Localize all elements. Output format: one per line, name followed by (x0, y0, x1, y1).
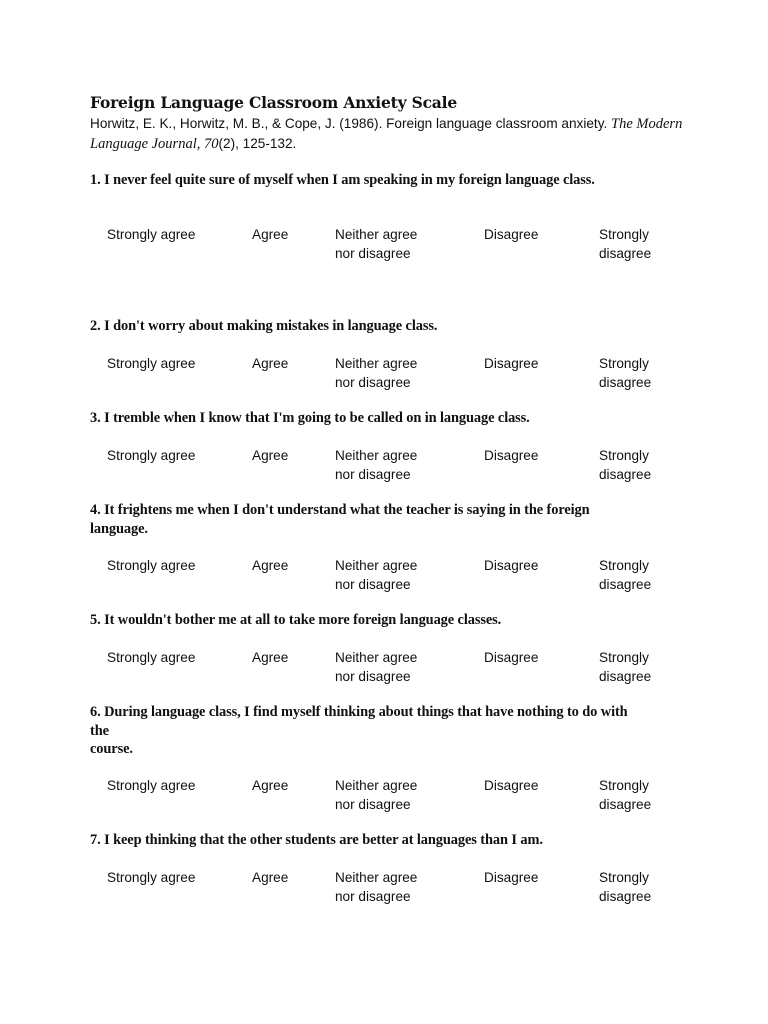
option-strongly-disagree: Strongly disagree (599, 448, 652, 482)
question-3-options (0, 447, 768, 489)
option-disagree: Disagree (484, 778, 539, 793)
option-neither: Neither agree nor disagree (335, 227, 418, 261)
question-6-options (0, 777, 768, 819)
option-disagree: Disagree (484, 356, 539, 371)
option-strongly-disagree: Strongly disagree (599, 227, 652, 261)
option-agree: Agree (252, 870, 289, 885)
question-4-options (0, 557, 768, 599)
option-neither: Neither agree nor disagree (335, 558, 418, 592)
option-disagree: Disagree (484, 870, 539, 885)
option-agree: Agree (252, 558, 289, 573)
question-7-options (0, 869, 768, 911)
option-agree: Agree (252, 356, 289, 371)
document-title: Foreign Language Classroom Anxiety Scale (90, 93, 458, 112)
question-4: 4. It frightens me when I don't understand what the teacher is saying in the foreign language. (90, 502, 590, 537)
option-agree: Agree (252, 650, 289, 665)
question-3: 3. I tremble when I know that I'm going to be called on in language class. (90, 410, 530, 426)
question-1-options (0, 226, 768, 268)
option-neither: Neither agree nor disagree (335, 650, 418, 684)
option-strongly-agree: Strongly agree (107, 227, 196, 242)
option-disagree: Disagree (484, 650, 539, 665)
option-strongly-disagree: Strongly disagree (599, 558, 652, 592)
citation (90, 114, 690, 154)
option-agree: Agree (252, 448, 289, 463)
option-disagree: Disagree (484, 227, 539, 242)
option-strongly-agree: Strongly agree (107, 448, 196, 463)
option-strongly-disagree: Strongly disagree (599, 650, 652, 684)
option-neither: Neither agree nor disagree (335, 448, 418, 482)
option-strongly-disagree: Strongly disagree (599, 870, 652, 904)
question-1: 1. I never feel quite sure of myself when I am speaking in my foreign language class. (90, 172, 595, 188)
option-strongly-agree: Strongly agree (107, 778, 196, 793)
citation-authors: Horwitz, E. K., Horwitz, M. B., & Cope, J. (1986). Foreign language classroom anxiety. (90, 116, 612, 131)
question-2-options (0, 355, 768, 397)
option-agree: Agree (252, 227, 289, 242)
option-neither: Neither agree nor disagree (335, 778, 418, 812)
option-strongly-agree: Strongly agree (107, 356, 196, 371)
option-strongly-disagree: Strongly disagree (599, 356, 652, 390)
citation-journal: The Modern Language Journal, 70 (90, 116, 683, 152)
option-neither: Neither agree nor disagree (335, 356, 418, 390)
question-2: 2. I don't worry about making mistakes in language class. (90, 318, 438, 334)
citation-issue: (2), 125-132. (218, 136, 297, 151)
option-disagree: Disagree (484, 448, 539, 463)
option-disagree: Disagree (484, 558, 539, 573)
question-6: 6. During language class, I find myself thinking about things that have nothing to do with the course. (90, 704, 628, 757)
option-strongly-disagree: Strongly disagree (599, 778, 652, 812)
option-strongly-agree: Strongly agree (107, 558, 196, 573)
option-strongly-agree: Strongly agree (107, 650, 196, 665)
option-strongly-agree: Strongly agree (107, 870, 196, 885)
question-7: 7. I keep thinking that the other students are better at languages than I am. (90, 832, 543, 848)
question-5: 5. It wouldn't bother me at all to take more foreign language classes. (90, 612, 502, 628)
question-5-options (0, 649, 768, 691)
option-agree: Agree (252, 778, 289, 793)
option-neither: Neither agree nor disagree (335, 870, 418, 904)
